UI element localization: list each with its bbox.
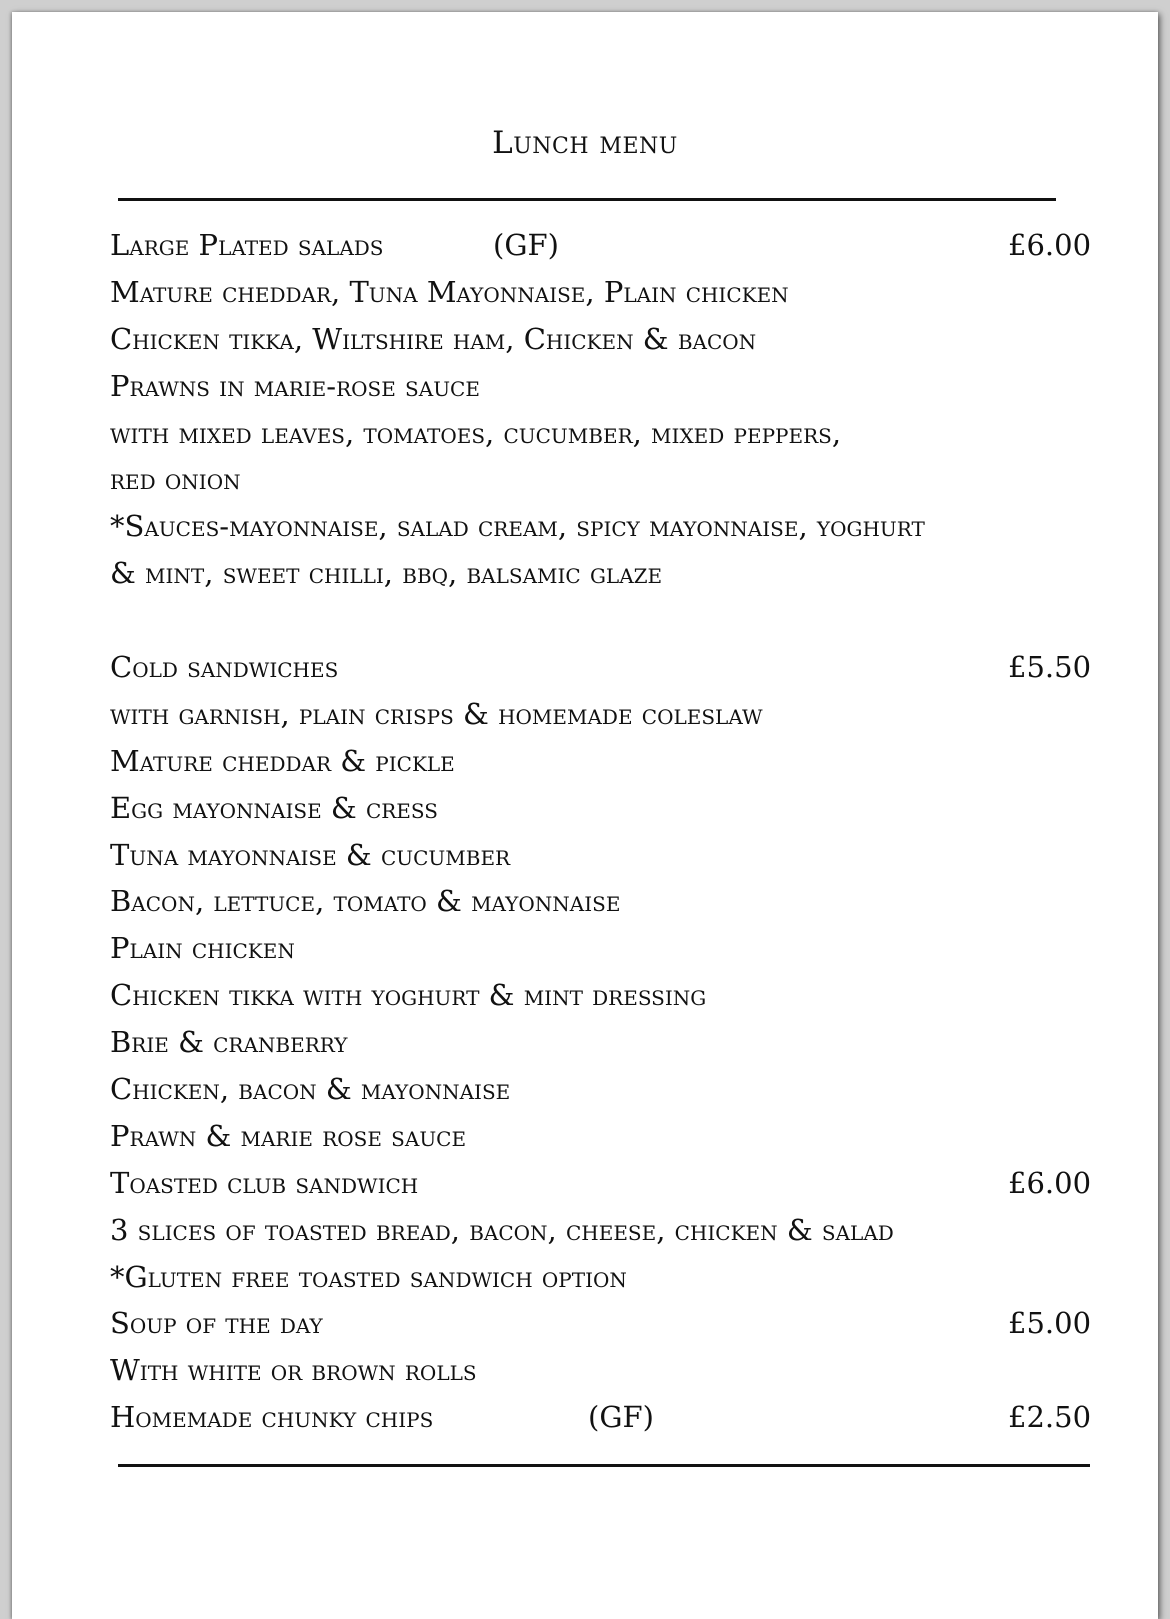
chips-name: Homemade chunky chips [110, 1400, 434, 1435]
salads-heading [110, 222, 1110, 269]
chips-heading [110, 1394, 1110, 1441]
soup-name: Soup of the day [110, 1306, 323, 1341]
salads-line: red onion [110, 462, 241, 497]
menu-page [12, 12, 1158, 1619]
salads-gf-tag: (GF) [493, 228, 559, 262]
club-line: *Gluten free toasted sandwich option [110, 1259, 627, 1294]
soup-price: £5.00 [1008, 1306, 1092, 1341]
salads-line: & mint, sweet chilli, bbq, balsamic glaze [110, 556, 663, 591]
club-price: £6.00 [1008, 1165, 1092, 1200]
sandwiches-line: Bacon, lettuce, tomato & mayonnaise [110, 884, 621, 919]
sandwiches-name: Cold sandwiches [110, 650, 339, 685]
sandwiches-line: Chicken, bacon & mayonnaise [110, 1072, 511, 1107]
sandwiches-price: £5.50 [1008, 650, 1092, 685]
salads-line: with mixed leaves, tomatoes, cucumber, mixed peppers, [110, 415, 842, 450]
sandwiches-line: Tuna mayonnaise & cucumber [110, 837, 511, 872]
club-heading [110, 1160, 1110, 1207]
bottom-divider [118, 1464, 1090, 1467]
soup-line: With white or brown rolls [110, 1353, 477, 1388]
salads-line: Prawns in marie-rose sauce [110, 368, 480, 403]
sandwiches-line: Plain chicken [110, 931, 295, 966]
sandwiches-line: Chicken tikka with yoghurt & mint dressing [110, 978, 707, 1013]
sandwiches-line: Prawn & marie rose sauce [110, 1118, 467, 1153]
salads-name: Large Plated salads [110, 228, 384, 262]
sandwiches-heading [110, 644, 1110, 691]
sandwiches-line: Mature cheddar & pickle [110, 743, 455, 778]
salads-line: *Sauces-mayonnaise, salad cream, spicy mayonnaise, yoghurt [110, 509, 925, 544]
club-name: Toasted club sandwich [110, 1165, 419, 1200]
chips-gf-tag: (GF) [588, 1400, 654, 1435]
salads-line: Chicken tikka, Wiltshire ham, Chicken & bacon [110, 321, 757, 356]
salads-price: £6.00 [1008, 228, 1092, 262]
section-gap [110, 597, 1110, 644]
salads-line: Mature cheddar, Tuna Mayonnaise, Plain chicken [110, 274, 789, 309]
top-divider [118, 198, 1056, 201]
club-line: 3 slices of toasted bread, bacon, cheese, chicken & salad [110, 1212, 894, 1247]
menu-content [110, 222, 1110, 1441]
soup-heading [110, 1300, 1110, 1347]
page-title: Lunch menu [492, 125, 678, 161]
sandwiches-line: with garnish, plain crisps & homemade coleslaw [110, 696, 763, 731]
chips-price: £2.50 [1008, 1400, 1092, 1435]
sandwiches-line: Brie & cranberry [110, 1025, 348, 1060]
sandwiches-line: Egg mayonnaise & cress [110, 790, 438, 825]
